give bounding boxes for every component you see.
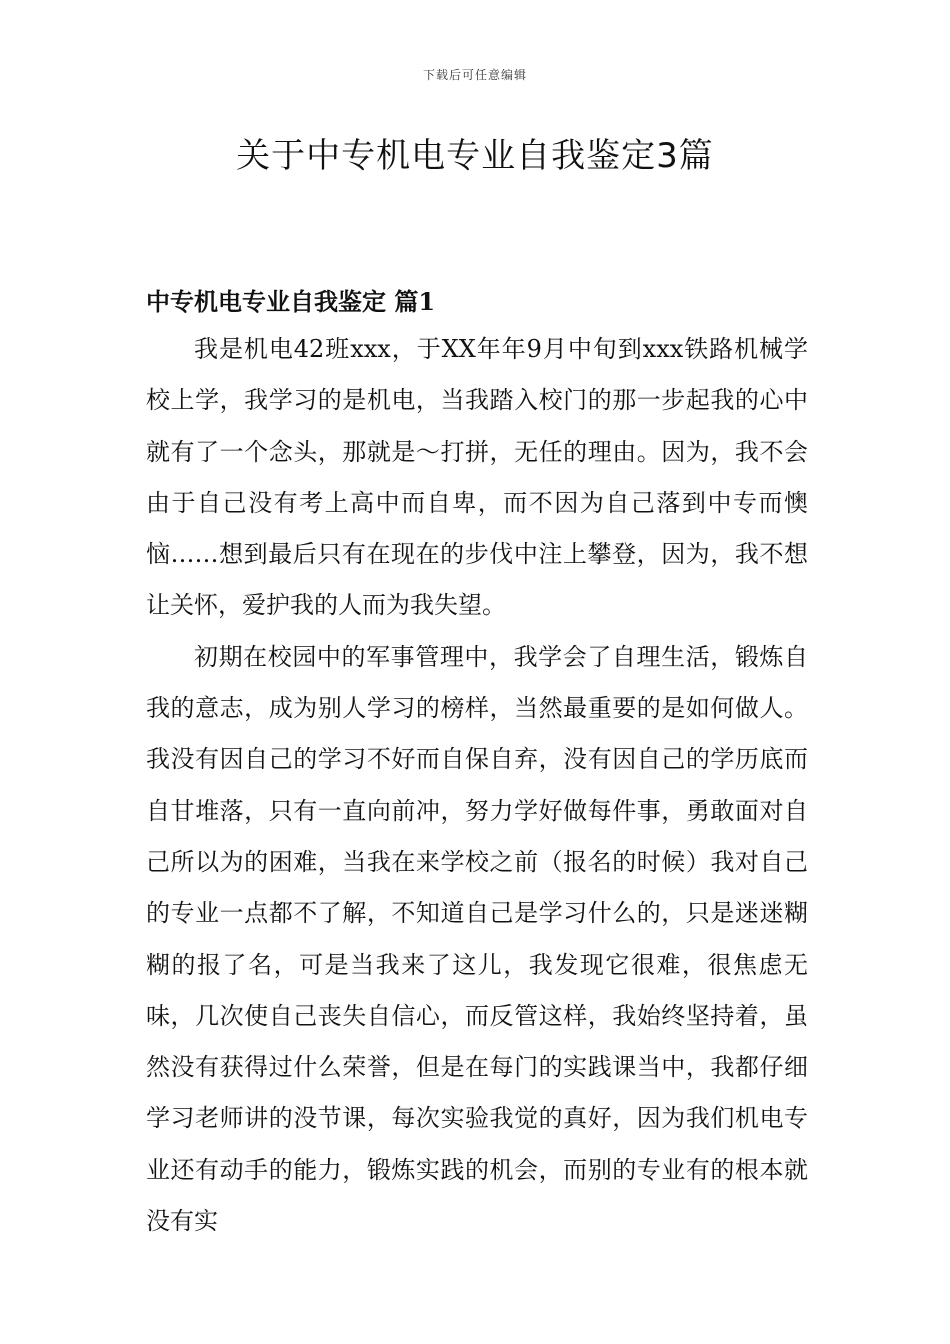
paragraph-1: 我是机电42班xxx，于XX年年9月中旬到xxx铁路机械学校上学，我学习的是机电，当我踏入校门的那一步起我的心中就有了一个念头，那就是～打拼，无任的理由。因为，我不会由于自己没有考上高中而自卑，而不因为自己落到中专而懊恼……想到最后只有在现在的步伐中注上攀登，因为，我不想让关怀，爱护我的人而为我失望。	[146, 335, 808, 620]
header-note: 下载后可任意编辑	[422, 68, 527, 82]
document-title: 关于中专机电专业自我鉴定3篇	[236, 136, 714, 176]
paragraph-2: 初期在校园中的军事管理中，我学会了自理生活，锻炼自我的意志，成为别人学习的榜样，当然最重要的是如何做人。我没有因自己的学习不好而自保自弃，没有因自己的学历底而自甘堆落，只有一直向前冲，努力学好做每件事，勇敢面对自己所以为的困难，当我在来学校之前（报名的时候）我对自己的专业一点都不了解，不知道自己是学习什么的，只是迷迷糊糊的报了名，可是当我来了这儿，我发现它很难，很焦虑无味，几次使自己丧失自信心，而反管这样，我始终坚持着，虽然没有获得过什么荣誉，但是在每门的实践课当中，我都仔细学习老师讲的没节课，每次实验我觉的真好，因为我们机电专业还有动手的能力，锻炼实践的机会，而别的专业有的根本就没有实	[146, 642, 808, 1236]
body-text	[146, 324, 808, 1247]
section-heading: 中专机电专业自我鉴定 篇1	[146, 287, 436, 316]
